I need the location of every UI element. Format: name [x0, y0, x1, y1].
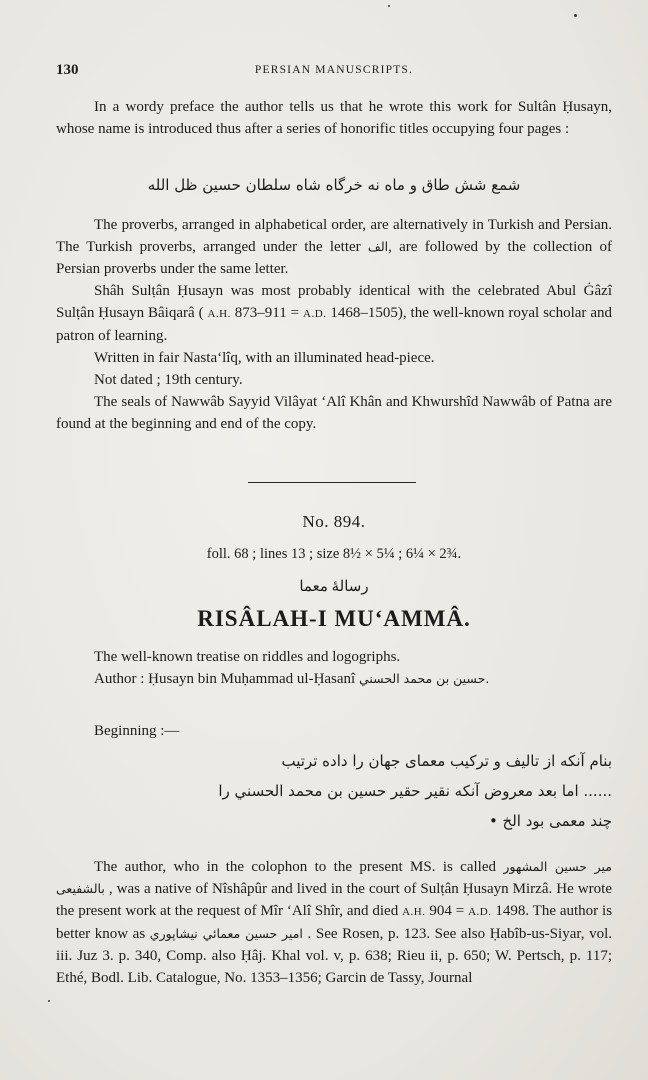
ink-speck — [574, 14, 577, 17]
colophon-paragraph — [56, 856, 612, 989]
colophon-text-d: 1498. The author is better know as — [56, 903, 613, 942]
era-ad: A.D. — [468, 906, 492, 918]
running-head: PERSIAN MANUSCRIPTS. — [254, 64, 414, 76]
script-note: Written in fair Nasta‘lîq, with an illuminated head-piece. — [94, 350, 435, 366]
era-ah: A.H. — [207, 308, 231, 320]
treatise-line: The well-known treatise on riddles and logogriphs. — [94, 649, 401, 665]
identity-text-c: 1468–1505), the well-known royal scholar and patron of learning. — [56, 305, 612, 344]
author-label: Author : — [94, 671, 145, 687]
author-arabic: حسین بن محمد الحسني. — [358, 671, 490, 686]
proverbs-text-a: The proverbs, arranged in alphabetical order, are alternatively in Turkish and Persian. The Turkish proverbs, arranged under the letter — [56, 217, 612, 255]
previous-entry-preface — [56, 96, 612, 140]
colophon-text-a: The author, who in the colophon to the present MS. is called — [94, 859, 496, 875]
identity-text-a: Shâh Sulṭân Ḥusayn was most probably identical with the celebrated Abul Ġâzî Sulṭân Ḥusayn Bâiqarâ ( — [56, 283, 612, 321]
previous-entry-details — [56, 214, 612, 435]
author-name: Ḥusayn bin Muḥammad ul-Ḥasanî — [148, 671, 356, 687]
preface-paragraph: In a wordy preface the author tells us that he wrote this work for Sultân Ḥusayn, whose name is introduced thus after a series of honorific titles occupying four pages : — [56, 99, 612, 137]
colophon-text-c: 904 = — [429, 903, 465, 919]
entry-number: No. 894. — [302, 512, 366, 531]
colophon-arabic-alias: امیر حسین معمائي نیشاپوري — [149, 926, 303, 941]
era-ad: A.D. — [303, 308, 327, 320]
date-note: Not dated ; 19th century. — [94, 372, 243, 388]
proverbs-text-b: , are followed by the collection of Persian proverbs under the same letter. — [56, 239, 612, 277]
arabic-entry-title: رسالهٔ معما — [299, 579, 369, 595]
colophon-arabic-name: میر حسین المشهور بالشفیعی — [56, 859, 612, 896]
entry-description — [56, 646, 612, 690]
arabic-quote-titles: شمع شش طاق و ماه نه خرگاه شاه سلطان حسین ظل الله — [147, 176, 521, 194]
section-divider — [248, 482, 416, 483]
colophon-text-b: , was a native of Nîshâpûr and lived in the court of Sulṭân Ḥusayn Mirzâ. He wrote the present work at the request of Mîr ‘Alî Shîr, and died — [56, 881, 613, 919]
identity-paragraph — [56, 280, 612, 347]
beginning-label — [56, 720, 612, 742]
proverbs-paragraph — [56, 214, 612, 280]
arabic-verse-line: بنام آنکه از تالیف و ترکیب معمای جهان را داده ترتیب — [281, 752, 612, 770]
era-ah: A.H. — [402, 906, 426, 918]
page-header — [56, 62, 612, 82]
arabic-verse-line: چند معمی بود الخ • — [488, 812, 612, 830]
entry-physical-description: foll. 68 ; lines 13 ; size 8½ × 5¼ ; 6¼ × 2¾. — [206, 546, 462, 562]
page-number: 130 — [56, 62, 79, 78]
identity-text-b: 873–911 = — [234, 305, 300, 321]
ink-speck — [388, 5, 390, 7]
arabic-beginning-text — [56, 746, 612, 836]
ink-speck — [48, 1000, 50, 1002]
arabic-verse-line: ...... اما بعد معروض آنکه نقیر حقیر حسین بن محمد الحسني را — [218, 782, 612, 800]
entry-title: RISÂLAH-I MU‘AMMÂ. — [197, 606, 471, 631]
colophon-text-e: . See Rosen, p. 123. See also Ḥabîb-us-Siyar, vol. iii. Juz 3. p. 340, Comp. also Ḥâj. Khal vol. v, p. 638; Rieu ii, p. 650; W. Pertsch, p. 117; Ethé, Bodl. Lib. Catalogue, No. 1353–1356; Garcin de Tassy, Journal — [56, 926, 613, 986]
seals-note: The seals of Nawwâb Sayyid Vilâyat ‘Alî Khân and Khwurshîd Nawwâb of Patna are found at the beginning and end of the copy. — [56, 394, 612, 432]
beginning-heading: Beginning :— — [94, 723, 180, 739]
author-line — [56, 668, 612, 690]
colophon-text — [56, 856, 612, 989]
arabic-letter-alif: الف — [367, 239, 389, 254]
